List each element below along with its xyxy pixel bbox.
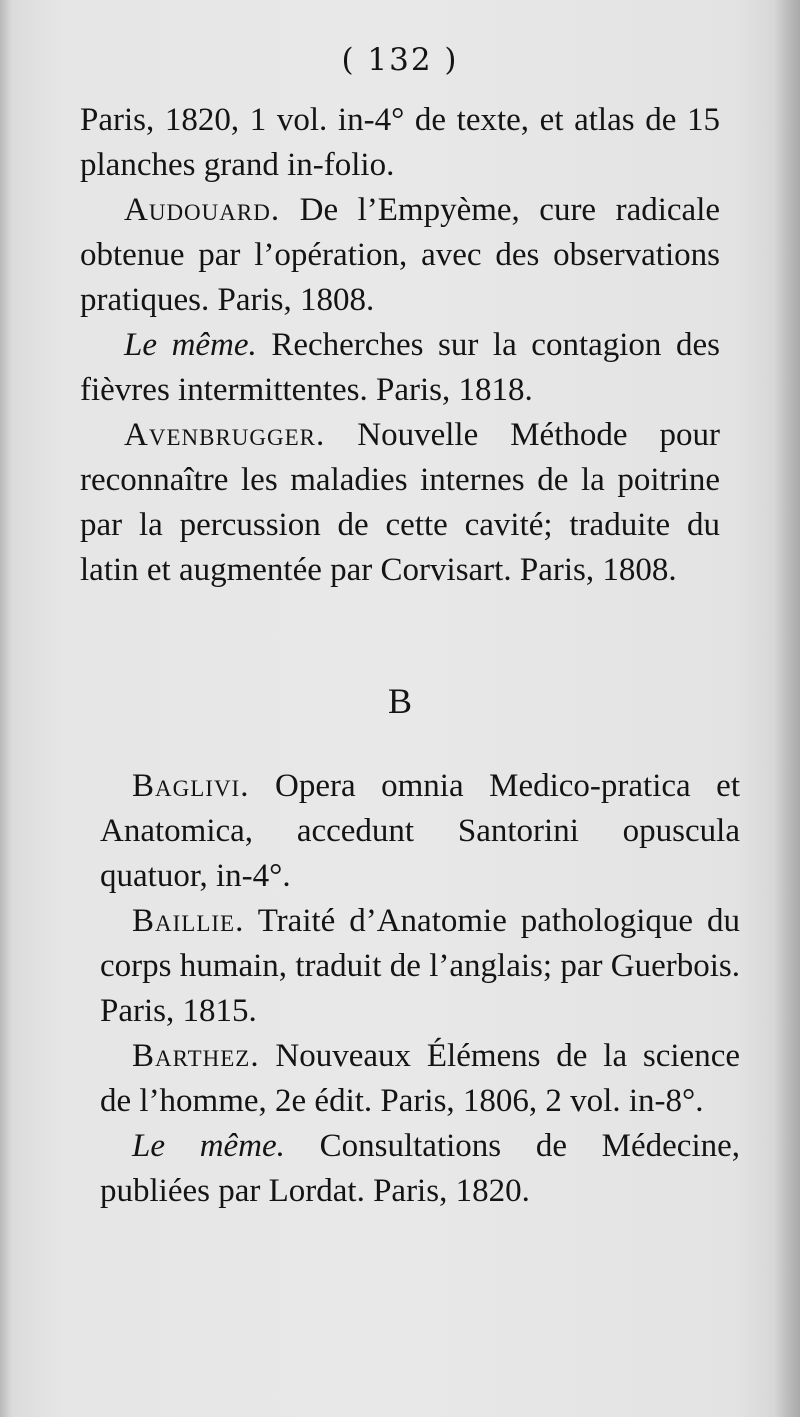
bibliography-entry [80, 413, 720, 593]
bibliography-entry [80, 188, 720, 323]
bibliography-entry [80, 323, 720, 413]
entry-text: Nouvelle Méthode pour reconnaître les maladies internes de la poitrine par la percussion de cette cavité; traduite du latin et augmentée par Corvisart. Paris, 1808. [80, 417, 721, 588]
entry-author: Barthez. [132, 1038, 260, 1074]
bibliography-entry [100, 1034, 740, 1124]
bibliography-section-b [100, 764, 740, 1214]
entry-author: Baglivi. [132, 768, 250, 804]
bibliography-entry [100, 764, 740, 899]
entry-author: Audouard. [124, 192, 281, 228]
bibliography-entry [100, 899, 740, 1034]
section-heading: B [387, 681, 412, 721]
bibliography-section-a [80, 98, 720, 593]
entry-author: Baillie. [132, 903, 245, 939]
entry-text: Traité d’Anatomie pathologique du corps humain, traduit de l’anglais; par Guerbois. Paris, 1815. [100, 903, 741, 1029]
entry-text: Nouveaux Élémens de la science de l’homme, 2e édit. Paris, 1806, 2 vol. in-8°. [100, 1038, 741, 1119]
entry-author: Le même. [124, 327, 257, 363]
entry-author: Le même. [132, 1128, 285, 1164]
entry-text: Opera omnia Medico-pratica et Anatomica, accedunt Santorini opuscula quatuor, in-4°. [100, 768, 740, 894]
entry-text: De l’Empyème, cure radicale obtenue par l’opération, avec des observations pratiques. Paris, 1808. [80, 192, 721, 318]
page-number: ( 132 ) [341, 42, 459, 78]
bibliography-entry [100, 1124, 740, 1214]
entry-text: Consultations de Médecine, publiées par Lordat. Paris, 1820. [100, 1128, 741, 1209]
entry-author: Avenbrugger. [124, 417, 326, 453]
entry-text: Recherches sur la contagion des fièvres intermittentes. Paris, 1818. [80, 327, 720, 408]
continued-entry: Paris, 1820, 1 vol. in-4° de texte, et atlas de 15 planches grand in-folio. [80, 102, 720, 183]
